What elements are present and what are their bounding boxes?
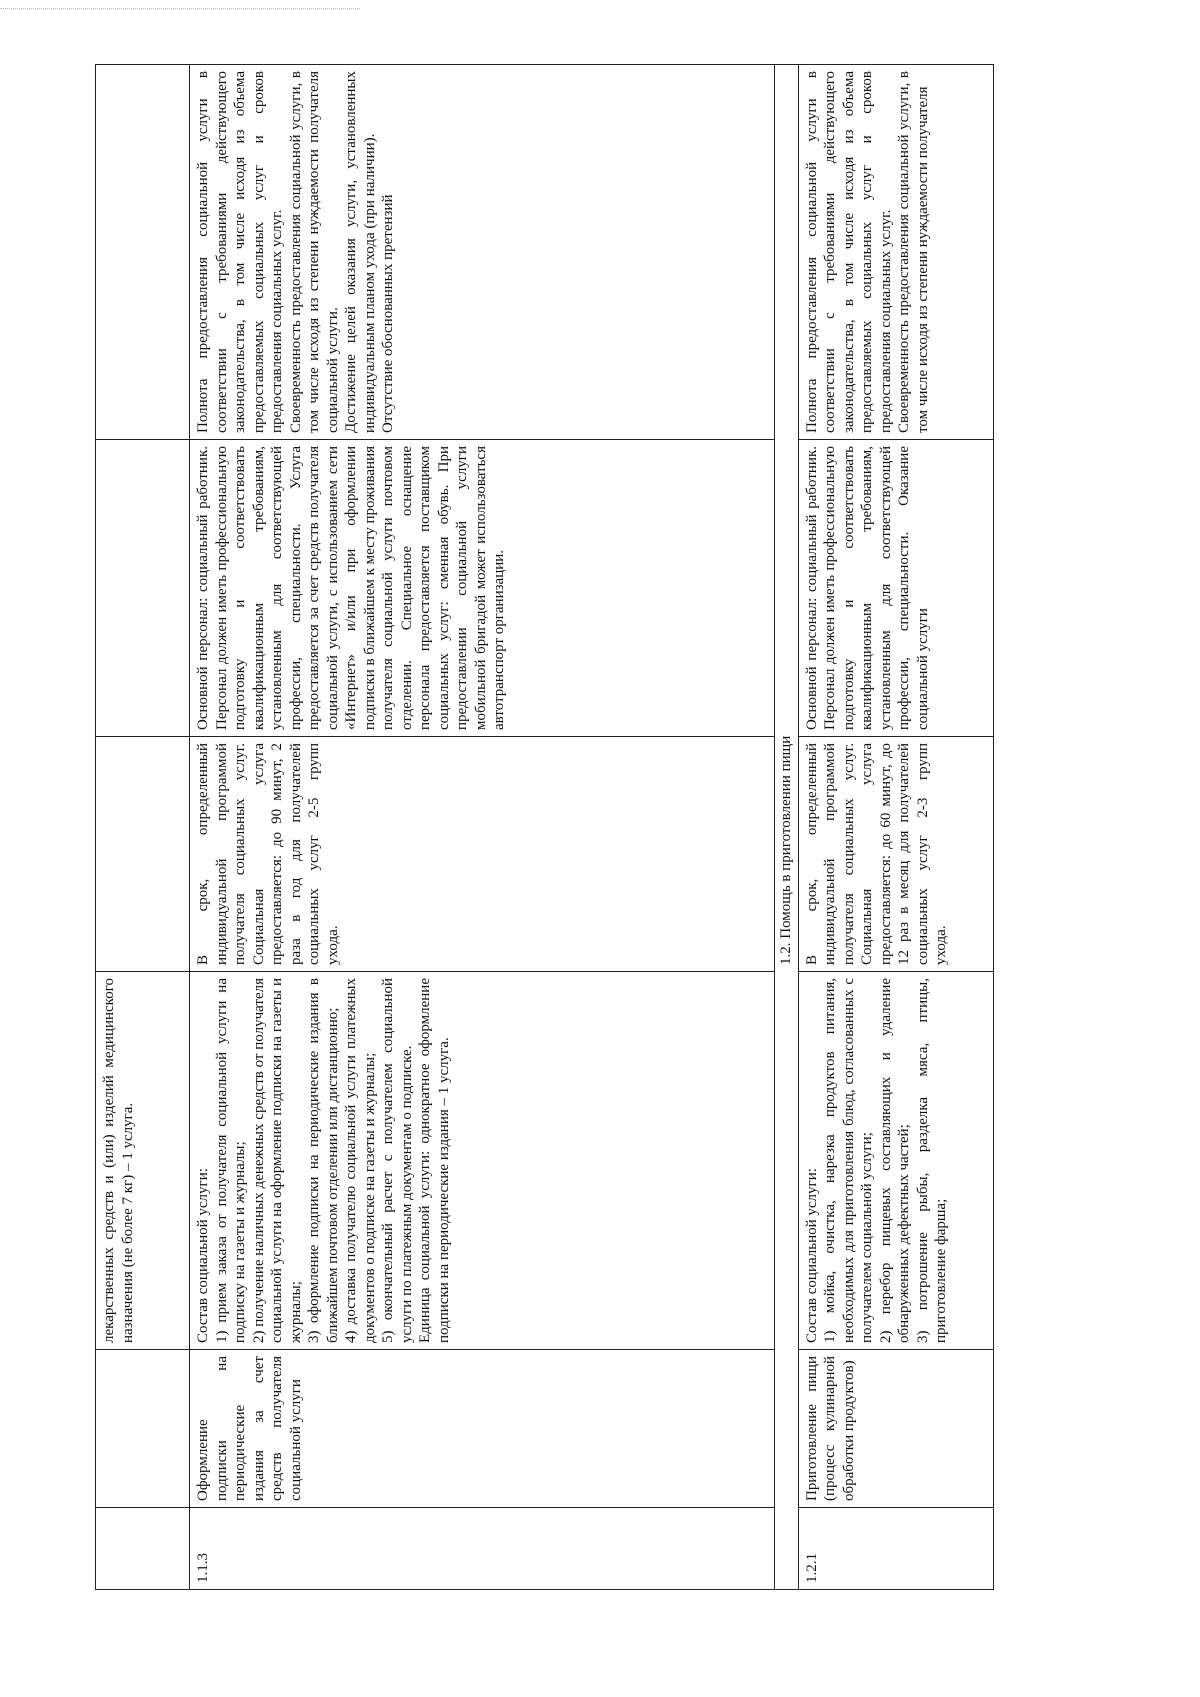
table-row [96, 65, 190, 1590]
service-quality-cell [96, 65, 190, 440]
row-number-cell: 1.1.3 [190, 1508, 775, 1590]
service-content-cell: лекарственных средств и (или) изделий медицинского назначения (не более 7 кг) – 1 услуга. [96, 972, 190, 1350]
service-content-cell [190, 972, 775, 1350]
service-unit: Единица социальной услуги: однократное оформление подписки на периодические издания – 1 услуга. [417, 978, 452, 1343]
content-item: 1) мойка, очистка, нарезка продуктов питания, необходимых для приготовления блюд, согласованных с получателем социальной услуги; [822, 978, 875, 1343]
service-name-cell [96, 1350, 190, 1508]
services-table [95, 64, 994, 1590]
row-number-cell: 1.2.1 [798, 1508, 993, 1590]
table-row [798, 65, 993, 1590]
service-term-cell: В срок, определенный индивидуальной программой получателя социальных услуг. Социальная услуга предоставляется: до 60 минут, до 12 раз в месяц для получателей социальных услуг 2-3 групп ухода. [798, 737, 993, 972]
content-heading: Состав социальной услуги: [803, 1168, 820, 1343]
section-title-cell [775, 65, 799, 1590]
content-item: 1) прием заказа от получателя социальной услуги на подписку на газеты и журналы; [213, 978, 248, 1343]
service-conditions-cell: Основной персонал: социальный работник. Персонал должен иметь профессиональную подготовку и соответствовать квалификационным требованиям, установленным для соответствующей профессии, специальности. Услуга предоставляется за счет средств получателя социальной услуги, с использованием сети «Интернет» и/или при оформлении подписки в ближайшем к месту проживания получателя социальной услуги почтовом отделении. Специальное оснащение персонала предоставляется поставщиком социальных услуг: сменная обувь. При предоставлении социальной услуги мобильной бригадой может использоваться автотранспорт организации. [190, 440, 775, 737]
scan-edge-line [0, 8, 360, 9]
service-content-cell [798, 972, 993, 1350]
service-quality-cell: Полнота предоставления социальной услуги в соответствии с требованиями действующего законодательства, в том числе исходя из объема предоставляемых социальных услуг и сроков предоставления социальных услуг. Своевременность предоставления социальной услуги, в том числе исходя из степени нуждаемости получателя [798, 65, 993, 440]
service-conditions-cell: Основной персонал: социальный работник. Персонал должен иметь профессиональную подготовку и соответствовать квалификационным требованиям, установленным для соответствующей профессии, специальности. Оказание социальной услуги [798, 440, 993, 737]
service-name-cell: Приготовление пищи (процесс кулинарной обработки продуктов) [798, 1350, 993, 1508]
service-quality-cell: Полнота предоставления социальной услуги в соответствии с требованиями действующего законодательства, в том числе исходя из объема предоставляемых социальных услуг и сроков предоставления социальных услуг. Своевременность предоставления социальной услуги, в том числе исходя из степени нуждаемости получателя социальной услуги. Достижение целей оказания услуги, установленных индивидуальным планом ухода (при наличии). Отсутствие обоснованных претензий [190, 65, 775, 440]
service-name-cell: Оформление подписки на периодические издания за счет средств получателя социальной услуги [190, 1350, 775, 1508]
rotated-table-container [95, 65, 1105, 1590]
section-row [775, 65, 799, 1590]
content-item: 4) доставка получателю социальной услуги платежных документов о подписке на газеты и журналы; [343, 978, 378, 1343]
content-heading: Состав социальной услуги: [195, 1168, 211, 1343]
row-number-cell [96, 1508, 190, 1590]
section-title: 1.2. Помощь в приготовлении пищи [778, 735, 794, 965]
content-item: 3) потрошение рыбы, разделка мяса, птицы, приготовление фарша; [914, 978, 949, 1343]
service-term-cell [96, 737, 190, 972]
service-conditions-cell [96, 440, 190, 737]
content-item: 5) окончательный расчет с получателем социальной услуги по платежным документам о подписке. [380, 978, 415, 1343]
table-row [190, 65, 775, 1590]
content-item: 2) получение наличных денежных средств от получателя социальной услуги на оформление подписки на газеты и журналы; [250, 978, 304, 1343]
content-item: 2) перебор пищевых составляющих и удаление обнаруженных дефектных частей; [877, 978, 912, 1343]
service-term-cell: В срок, определенный индивидуальной программой получателя социальных услуг. Социальная услуга предоставляется: до 90 минут, 2 раза в год для получателей социальных услуг 2-5 групп ухода. [190, 737, 775, 972]
content-item: 3) оформление подписки на периодические издания в ближайшем почтовом отделении или дистанционно; [306, 978, 341, 1343]
